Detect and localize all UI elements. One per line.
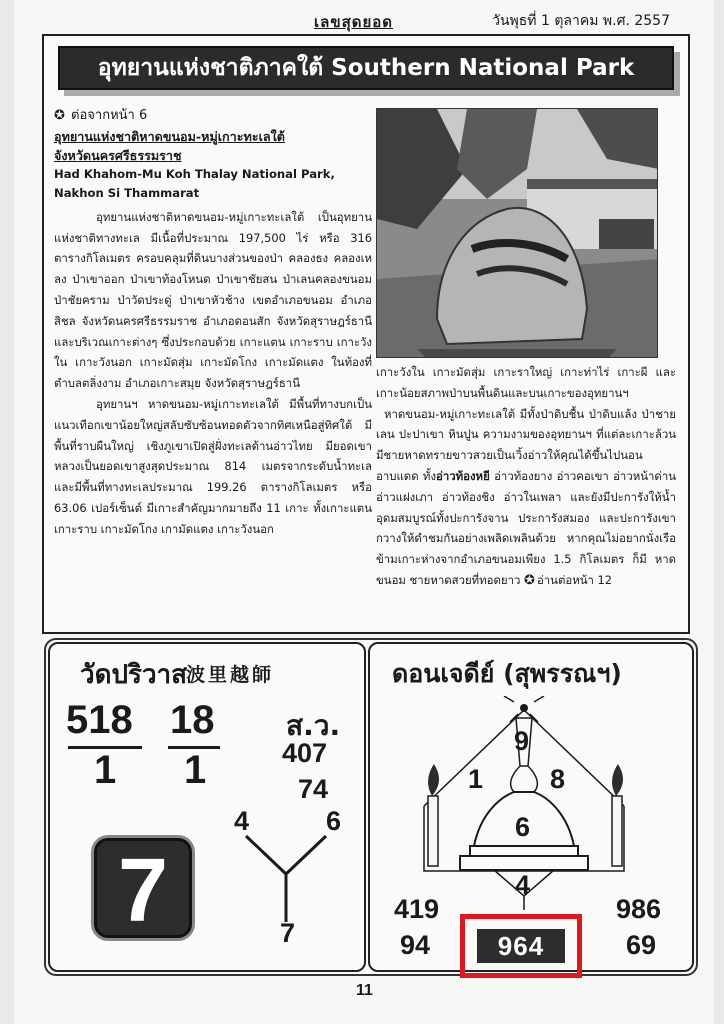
newspaper-page	[14, 0, 714, 1024]
fraction-1-bottom: 1	[94, 748, 117, 792]
highlight-red-box	[460, 914, 582, 978]
left-number-a: 419	[394, 894, 440, 924]
section-banner	[58, 46, 674, 90]
article-left-column	[54, 106, 372, 540]
read-more-link[interactable]: ✪ อ่านต่อหน้า 12	[524, 572, 613, 588]
y-right-number: 6	[326, 806, 342, 836]
right-number-b: 69	[626, 930, 657, 960]
article-paragraph-2: อุทยานฯ หาดขนอม-หมู่เกาะทะเลใต้ มีพื้นที่ทางบกเป็นแนวเทือกเขาน้อยใหญ่สลับซับซ้อนทอดตัวจากทิศเหนือสู่ทิศใต้ มีพื้นที่ราบผืนใหญ่ เชิงภูเขาเปิดสู่ฝั่งทะเลด้านอ่าวไทย มียอดเขาหลวงเป็นยอดเขาสูงสุดประมาณ 814 เมตรจากระดับน้ำทะเล และมีพื้นที่ทางทะเลประมาณ 199.26 ตารางกิโลเมตร หรือ 63.06 เปอร์เซ็นต์ มีเกาะสำคัญมากมายถึง 11 เกาะ ทั้งเกาะแตน เกาะราบ เกาะมัดโกง เกามัดแตง เกาะวังนอก	[54, 396, 372, 536]
star-icon: ✪	[524, 572, 535, 588]
park-sign-photo	[376, 108, 658, 358]
left-number-b: 94	[400, 930, 431, 960]
star-icon: ✪	[54, 108, 65, 123]
article-paragraph-4: หาดขนอม-หมู่เกาะทะเลใต้ มีทั้งป่าดิบชื้น ป่าดิบแล้ง ป่าชายเลน ปะปาเขา หินปูน ความงามของอุทยานฯ ที่แต่ละเกาะล้วนมีชายหาดทรายขาวสวยเป็นเวิ้งอ่าวให้คุณได้ขึ้นไปนอนอาบแดด ทั้งอ่าวท้องหยี อ่าวท้องยาง อ่าวคอเขา อ่าวหน้าด่าน อ่าวแฝงเภา อ่าวท้องชิง อ่าวในเพลา และยังมีปะการังให้น้ำอุดมสมบูรณ์ทั้งปะการังจาน ประการังสมอง และปะการังเขากวางให้ดำชมกันอย่างเพลิดเพลินด้วย หากคุณไม่อยากนั่งเรือข้ามเกาะห่างจากอำเภอขนอมเพียง 1.5 กิโลเมตร ก็มี หาดขนอม ชายหาดสวยที่ทอดยาว ✪ อ่านต่อหน้า 12	[376, 406, 676, 588]
y-left-number: 4	[234, 806, 250, 836]
pagoda-drawing	[410, 696, 660, 916]
right-number-a: 986	[616, 894, 662, 924]
sv-label: ส.ว.	[286, 709, 341, 742]
y-diagram-lines	[236, 834, 336, 924]
fraction-2-top: 18	[170, 698, 215, 742]
pagoda-right-number: 8	[550, 764, 566, 794]
banner-title: อุทยานแห่งชาติภาคใต้ Southern National Park	[97, 55, 635, 81]
article-title-en-1: Had Khahom-Mu Koh Thalay National Park,	[54, 166, 335, 181]
article-right-column	[376, 362, 676, 592]
pagoda-left-number: 1	[468, 764, 484, 794]
pagoda-base-number: 4	[515, 870, 531, 900]
wat-pariwat-panel	[48, 642, 366, 972]
fraction-1-top: 518	[66, 698, 133, 742]
article-frame	[42, 34, 690, 634]
continued-from: ต่อจากหน้า 6	[71, 108, 148, 123]
wat-chinese-text: 波里越師	[186, 664, 275, 686]
page-number: 11	[356, 982, 373, 999]
article-title-en	[54, 165, 372, 203]
wat-title: วัดปริวาส	[80, 660, 188, 690]
issue-date: วันพุธที่ 1 ตุลาคม พ.ศ. 2557	[492, 13, 670, 29]
pagoda-center-number: 6	[515, 812, 531, 842]
article-title-th-1: อุทยานแห่งชาติหาดขนอม-หมู่เกาะทะเลใต้	[54, 128, 285, 144]
highlight-bay-name: อ่าวท้องหยี	[436, 468, 490, 483]
article-paragraph-1: อุทยานแห่งชาติหาดขนอม-หมู่เกาะทะเลใต้ เป็นอุทยานแห่งชาติทางทะเล มีเนื้อที่ประมาณ 197,500 ไร่ หรือ 316 ตารางกิโลเมตร ครอบคลุมที่ดินบางส่วนของป่า คลองธง คลองเหลง ป่าเขาออก ป่าเขาท้องโหนด ป่าเขาชัยสน ป่าเลนคลองขนอม ป่าชัยคราม ป่าวัดประดู่ ป่าเขาหัวช้าง เขตอำเภอขนอม อำเภอสิชล จังหวัดนครศรีธรรมราช อำเภอดอนสัก จังหวัดสุราษฎร์ธานี และบริเวณเกาะต่างๆ ซึ่งประกอบด้วย เกาะแตน เกาะราบ เกาะวังใน เกาะวังนอก เกาะมัดสุ่ม เกาะมัดโกง เกาะมัดแตง ในท้องที่ตำบลตลิ่งงาม อำเภอเกาะสมุย จังหวัดสุราษฎร์ธานี	[54, 209, 372, 391]
article-title-th-2: จังหวัดนครศรีธรรมราช	[54, 147, 182, 163]
lucky-digit-box: 7	[94, 838, 192, 938]
sv-number-1: 407	[282, 738, 328, 768]
fraction-2-bottom: 1	[184, 748, 207, 792]
article-title-en-2: Nakhon Si Thammarat	[54, 185, 200, 200]
article-paragraph-3: เกาะวังใน เกาะมัดสุ่ม เกาะราใหญ่ เกาะท่าไร่ เกาะผี และเกาะน้อยสภาพป่าบนพื้นดินและบนเกาะของอุทยานฯ	[376, 365, 676, 400]
pagoda-top-number: 9	[514, 726, 530, 756]
y-bottom-number: 7	[280, 918, 296, 948]
masthead: เลขสุดยอด	[314, 13, 394, 31]
sv-number-2: 74	[298, 774, 329, 804]
don-chedi-title: ดอนเจดีย์ (สุพรรณฯ)	[392, 659, 622, 688]
highlighted-number: 964	[477, 929, 565, 963]
don-chedi-panel	[368, 642, 694, 972]
